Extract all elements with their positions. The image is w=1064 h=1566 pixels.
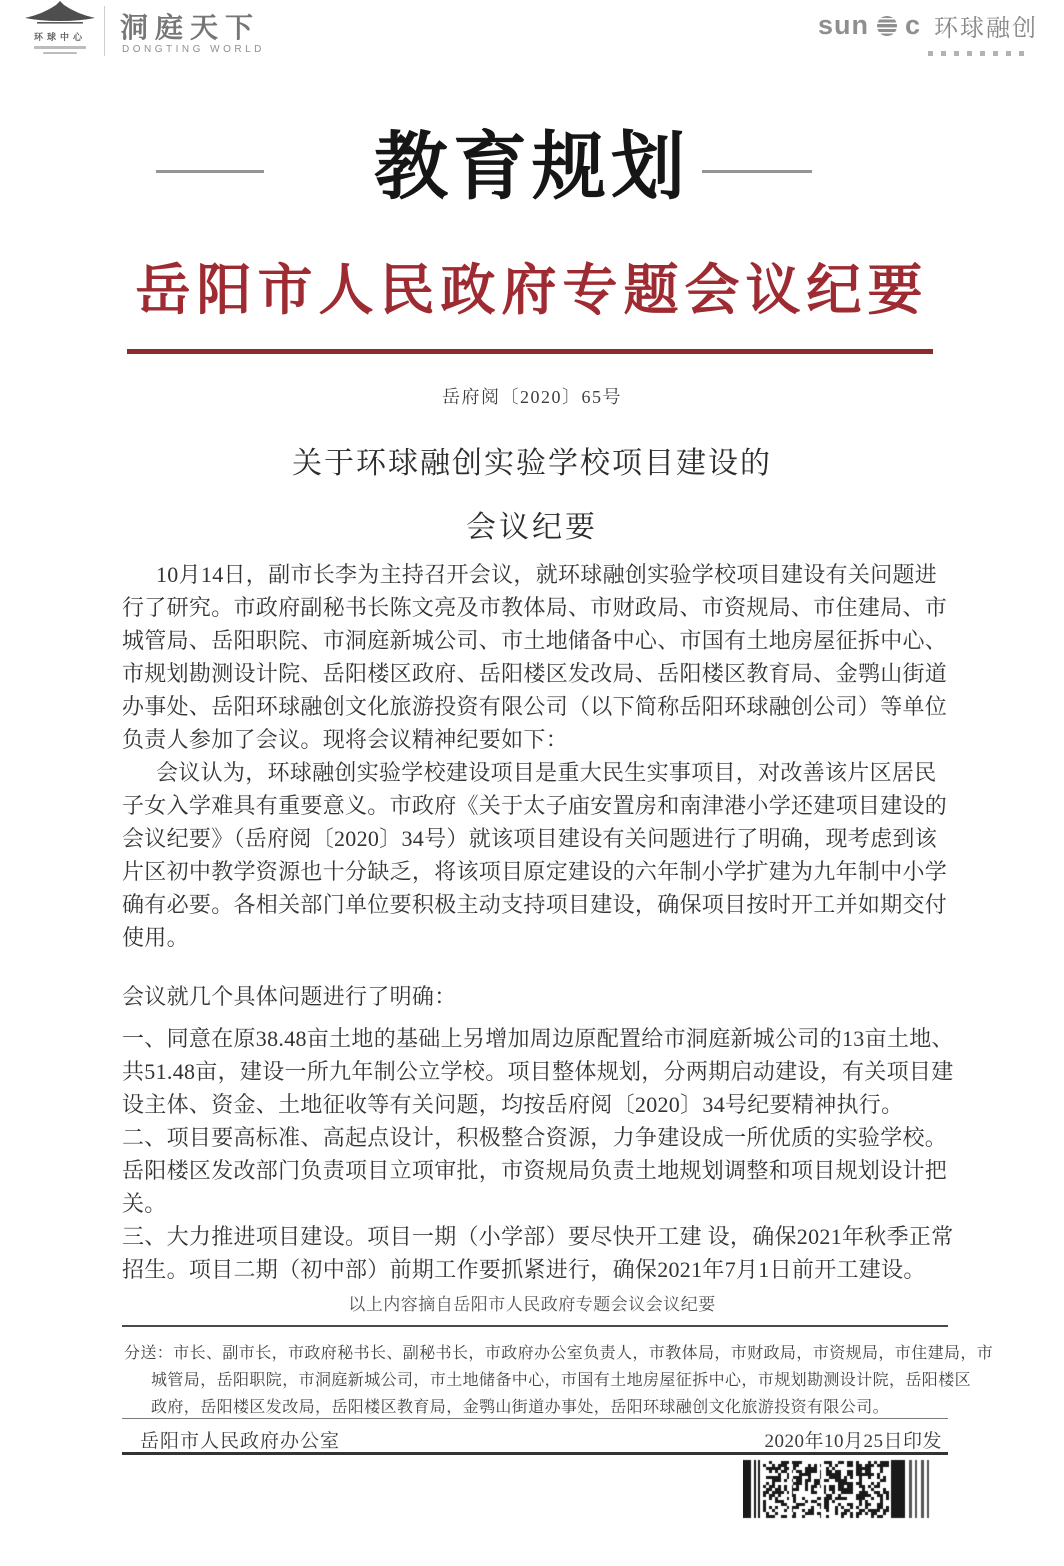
body-line: 三、大力推进项目建设。项目一期（小学部）要尽快开工建 设，确保2021年秋季正常 — [122, 1224, 954, 1249]
sunac-brand-cn: 环球融创 — [934, 15, 1038, 42]
header-right-logo — [818, 8, 1038, 56]
body-line: 一、同意在原38.48亩土地的基础上另增加周边原配置给市洞庭新城公司的13亩土地、 — [122, 1026, 954, 1051]
body-line: 二、项目要高标准、高起点设计，积极整合资源，力争建设成一所优质的实验学校。 — [122, 1125, 948, 1150]
body-line: 设主体、资金、土地征收等有关问题，均按岳府阅〔2020〕34号纪要精神执行。 — [122, 1092, 904, 1117]
distribution-line: 城管局，岳阳职院，市洞庭新城公司，市土地储备中心，市国有土地房屋征拆中心，市规划勘测设计院，岳阳楼区 — [151, 1372, 972, 1389]
header-left-logo — [20, 0, 100, 54]
sunac-tagline-dots — [818, 51, 1038, 56]
body-line: 会议纪要》（岳府阅〔2020〕34号）就该项目建设有关问题进行了明确，现考虑到该 — [122, 826, 938, 851]
issuer-row — [122, 1426, 948, 1453]
issuer-name: 岳阳市人民政府办公室 — [140, 1431, 341, 1452]
banner-title: 教育规划 — [374, 125, 690, 208]
body-line: 负责人参加了会议。现将会议精神纪要如下： — [122, 727, 569, 752]
left-logo-microtext — [34, 46, 86, 49]
red-rule — [127, 349, 933, 354]
gov-title: 岳阳市人民政府专题会议纪要 — [135, 260, 929, 321]
doc-number: 岳府阅〔2020〕65号 — [442, 387, 622, 407]
body-line: 子女入学难具有重要意义。市政府《关于太子庙安置房和南津港小学还建项目建设的 — [122, 793, 948, 818]
globe-icon — [876, 15, 898, 37]
distribution-line: 政府，岳阳楼区发改局，岳阳楼区教育局，金鹗山街道办事处，岳阳环球融创文化旅游投资有限公司。 — [151, 1399, 890, 1416]
sunac-word-prefix: sun — [817, 10, 869, 40]
pavilion-icon — [23, 0, 97, 24]
body-line: 行了研究。市政府副秘书长陈文亮及市教体局、市财政局、市资规局、市住建局、市 — [122, 595, 948, 620]
body-line: 办事处、岳阳环球融创文化旅游投资有限公司（以下简称岳阳环球融创公司）等单位 — [122, 694, 948, 719]
banner-dash-right — [702, 170, 812, 173]
body-line: 确有必要。各相关部门单位要积极主动支持项目建设，确保项目按时开工并如期交付 — [122, 892, 948, 917]
left-logo-label: 环球中心 — [33, 32, 86, 42]
rule-above-issuer — [122, 1418, 948, 1419]
body-line: 关。 — [122, 1191, 167, 1216]
left-logo-microtext-2 — [43, 52, 77, 54]
rule-above-distribution — [122, 1325, 948, 1327]
body-line: 城管局、岳阳职院、市洞庭新城公司、市土地储备中心、市国有土地房屋征拆中心、 — [122, 628, 948, 653]
body-line: 岳阳楼区发改部门负责项目立项审批，市资规局负责土地规划调整和项目规划设计把 — [122, 1158, 948, 1183]
rule-bottom — [122, 1452, 948, 1455]
body-line: 市规划勘测设计院、岳阳楼区政府、岳阳楼区发改局、岳阳楼区教育局、金鹗山街道 — [122, 661, 948, 686]
body-line: 共51.48亩，建设一所九年制公立学校。项目整体规划，分两期启动建设，有关项目建 — [122, 1059, 954, 1084]
body-line: 片区初中教学资源也十分缺乏，将该项目原定建设的六年制小学扩建为九年制中小学 — [122, 859, 948, 884]
subject-line-2: 会议纪要 — [466, 511, 598, 544]
body-line: 会议就几个具体问题进行了明确： — [122, 984, 457, 1009]
body-line: 10月14日，副市长李为主持召开会议，就环球融创实验学校项目建设有关问题进 — [156, 562, 938, 587]
barcode-2d — [743, 1458, 940, 1520]
subject-line-1: 关于环球融创实验学校项目建设的 — [292, 447, 772, 480]
brand-name: 洞庭天下 — [120, 12, 261, 43]
issue-date: 2020年10月25日印发 — [764, 1431, 942, 1452]
brand-name-en: DONGTING WORLD — [122, 44, 265, 55]
distribution-line: 分送：市长、副市长，市政府秘书长、副秘书长，市政府办公室负责人，市教体局，市财政局，市资规局，市住建局，市 — [124, 1345, 994, 1362]
distribution-list — [124, 1340, 994, 1421]
sunac-word-suffix: c — [904, 10, 921, 40]
body-text — [122, 558, 952, 1286]
body-line: 会议认为，环球融创实验学校建设项目是重大民生实事项目，对改善该片区居民 — [156, 760, 937, 785]
body-line: 使用。 — [122, 925, 189, 950]
logo-divider — [104, 6, 105, 56]
body-line: 招生。项目二期（初中部）前期工作要抓紧进行，确保2021年7月1日前开工建设。 — [122, 1257, 926, 1282]
footnote: 以上内容摘自岳阳市人民政府专题会议会议纪要 — [348, 1295, 716, 1314]
